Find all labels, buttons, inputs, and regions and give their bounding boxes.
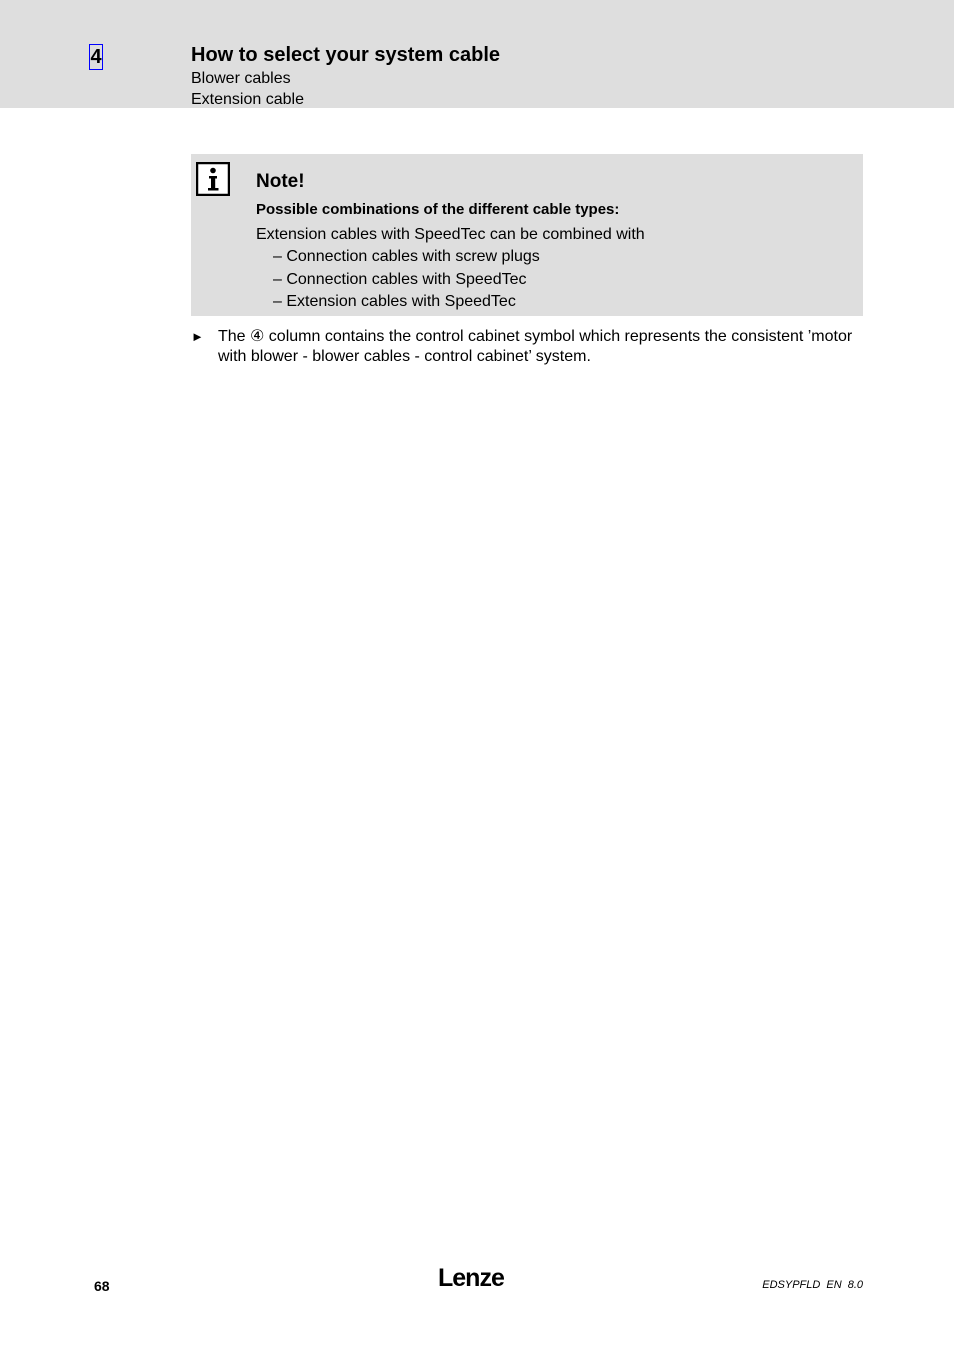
note-combination-list xyxy=(273,246,540,314)
list-item: – Connection cables with screw plugs xyxy=(273,248,540,265)
note-box xyxy=(191,154,863,316)
bullet-arrow-icon: ► xyxy=(191,329,204,344)
info-icon xyxy=(196,162,230,196)
note-intro-text: Extension cables with SpeedTec can be combined with xyxy=(256,226,645,243)
page-number: 68 xyxy=(94,1278,110,1294)
note-subtitle: Possible combinations of the different cable types: xyxy=(256,201,620,218)
page-title: How to select your system cable xyxy=(191,44,501,66)
list-item: – Extension cables with SpeedTec xyxy=(273,293,516,310)
note-title: Note! xyxy=(256,171,305,192)
chapter-number-link[interactable]: 4 xyxy=(90,46,102,68)
breadcrumb-level-1: Blower cables xyxy=(191,70,291,87)
list-item: – Connection cables with SpeedTec xyxy=(273,270,527,288)
document-id: EDSYPFLD EN 8.0 xyxy=(762,1279,863,1291)
instruction-text: The ④ column contains the control cabinet symbol which represents the consistent ’motor with blower - blower cables - control cabinet’ system. xyxy=(218,328,853,365)
breadcrumb-level-2: Extension cable xyxy=(191,91,304,108)
brand-logo: Lenze xyxy=(438,1264,504,1292)
